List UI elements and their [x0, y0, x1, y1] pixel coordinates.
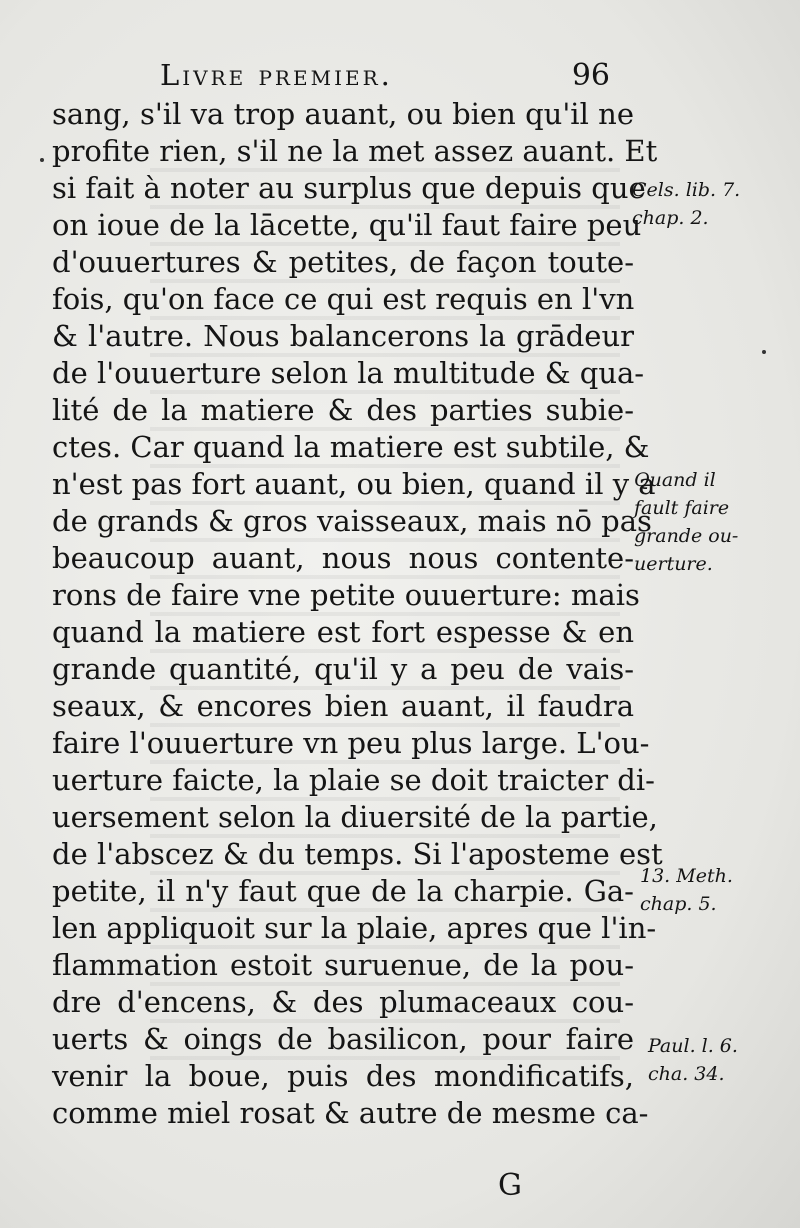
text-line: comme miel rosat & autre de mesme ca- — [52, 1096, 649, 1130]
text-line: & l'autre. Nous balancerons la grādeur — [52, 319, 634, 353]
text-line: de l'ouuerture selon la multitude & qua- — [52, 356, 645, 390]
text-line: ctes. Car quand la matiere est subtile, & — [52, 430, 650, 464]
text-line: venir la boue, puis des mondificatifs, — [52, 1059, 634, 1093]
page-number: 96 — [571, 58, 610, 93]
margin-note-celsus — [632, 176, 740, 232]
text-line: de l'abscez & du temps. Si l'aposteme est — [52, 837, 663, 871]
margin-note-line: 13. Meth. — [640, 865, 733, 887]
margin-notes — [630, 0, 800, 1228]
margin-note-line: grande ou- — [634, 525, 739, 547]
text-line: on ioue de la lācette, qu'il faut faire peu — [52, 208, 642, 242]
text-line: flammation estoit suruenue, de la pou- — [52, 948, 634, 982]
text-line: seaux, & encores bien auant, il faudra — [52, 689, 634, 723]
signature-mark: G — [498, 1168, 522, 1203]
margin-note-line: chap. 2. — [632, 207, 709, 229]
margin-note-line: Quand il — [634, 469, 716, 491]
paper-speck — [762, 350, 766, 354]
text-line: uerture faicte, la plaie se doit traicter di- — [52, 763, 655, 797]
margin-note-line: Cels. lib. 7. — [632, 179, 741, 201]
text-line: profite rien, s'il ne la met assez auant. Et — [52, 134, 658, 168]
margin-note-meth — [640, 862, 733, 918]
text-line: beaucoup auant, nous nous contente- — [52, 541, 634, 575]
margin-note-line: Paul. l. 6. — [648, 1035, 738, 1057]
page-header — [160, 58, 610, 98]
text-line: de grands & gros vaisseaux, mais nō pas — [52, 504, 652, 538]
text-line: len appliquoit sur la plaie, apres que l'in- — [52, 911, 657, 945]
margin-note-line: chap. 5. — [640, 893, 717, 915]
text-line: lité de la matiere & des parties subie- — [52, 393, 634, 427]
margin-note-line: cha. 34. — [648, 1063, 725, 1085]
text-line: sang, s'il va trop auant, ou bien qu'il ne — [52, 97, 634, 131]
margin-note-line: uerture. — [634, 553, 713, 575]
main-text-block — [52, 96, 663, 1132]
margin-note-quand — [634, 466, 738, 578]
text-line: grande quantité, qu'il y a peu de vais- — [52, 652, 634, 686]
margin-note-line: fault faire — [634, 497, 730, 519]
text-line: uersement selon la diuersité de la partie, — [52, 800, 658, 834]
text-line: fois, qu'on face ce qui est requis en l'vn — [52, 282, 635, 316]
text-line: si fait à noter au surplus que depuis que — [52, 171, 646, 205]
text-line: quand la matiere est fort espesse & en — [52, 615, 634, 649]
text-line: rons de faire vne petite ouuerture: mais — [52, 578, 640, 612]
margin-note-paul — [648, 1032, 738, 1088]
text-line: dre d'encens, & des plumaceaux cou- — [52, 985, 634, 1019]
text-line: petite, il n'y faut que de la charpie. Ga- — [52, 874, 634, 908]
text-line: n'est pas fort auant, ou bien, quand il y a — [52, 467, 656, 501]
text-line: faire l'ouuerture vn peu plus large. L'ou- — [52, 726, 650, 760]
text-line: uerts & oings de basilicon, pour faire — [52, 1022, 634, 1056]
paper-speck — [40, 158, 44, 162]
text-line: d'ouuertures & petites, de façon toute- — [52, 245, 634, 279]
running-title: Livre premier. — [160, 58, 393, 92]
